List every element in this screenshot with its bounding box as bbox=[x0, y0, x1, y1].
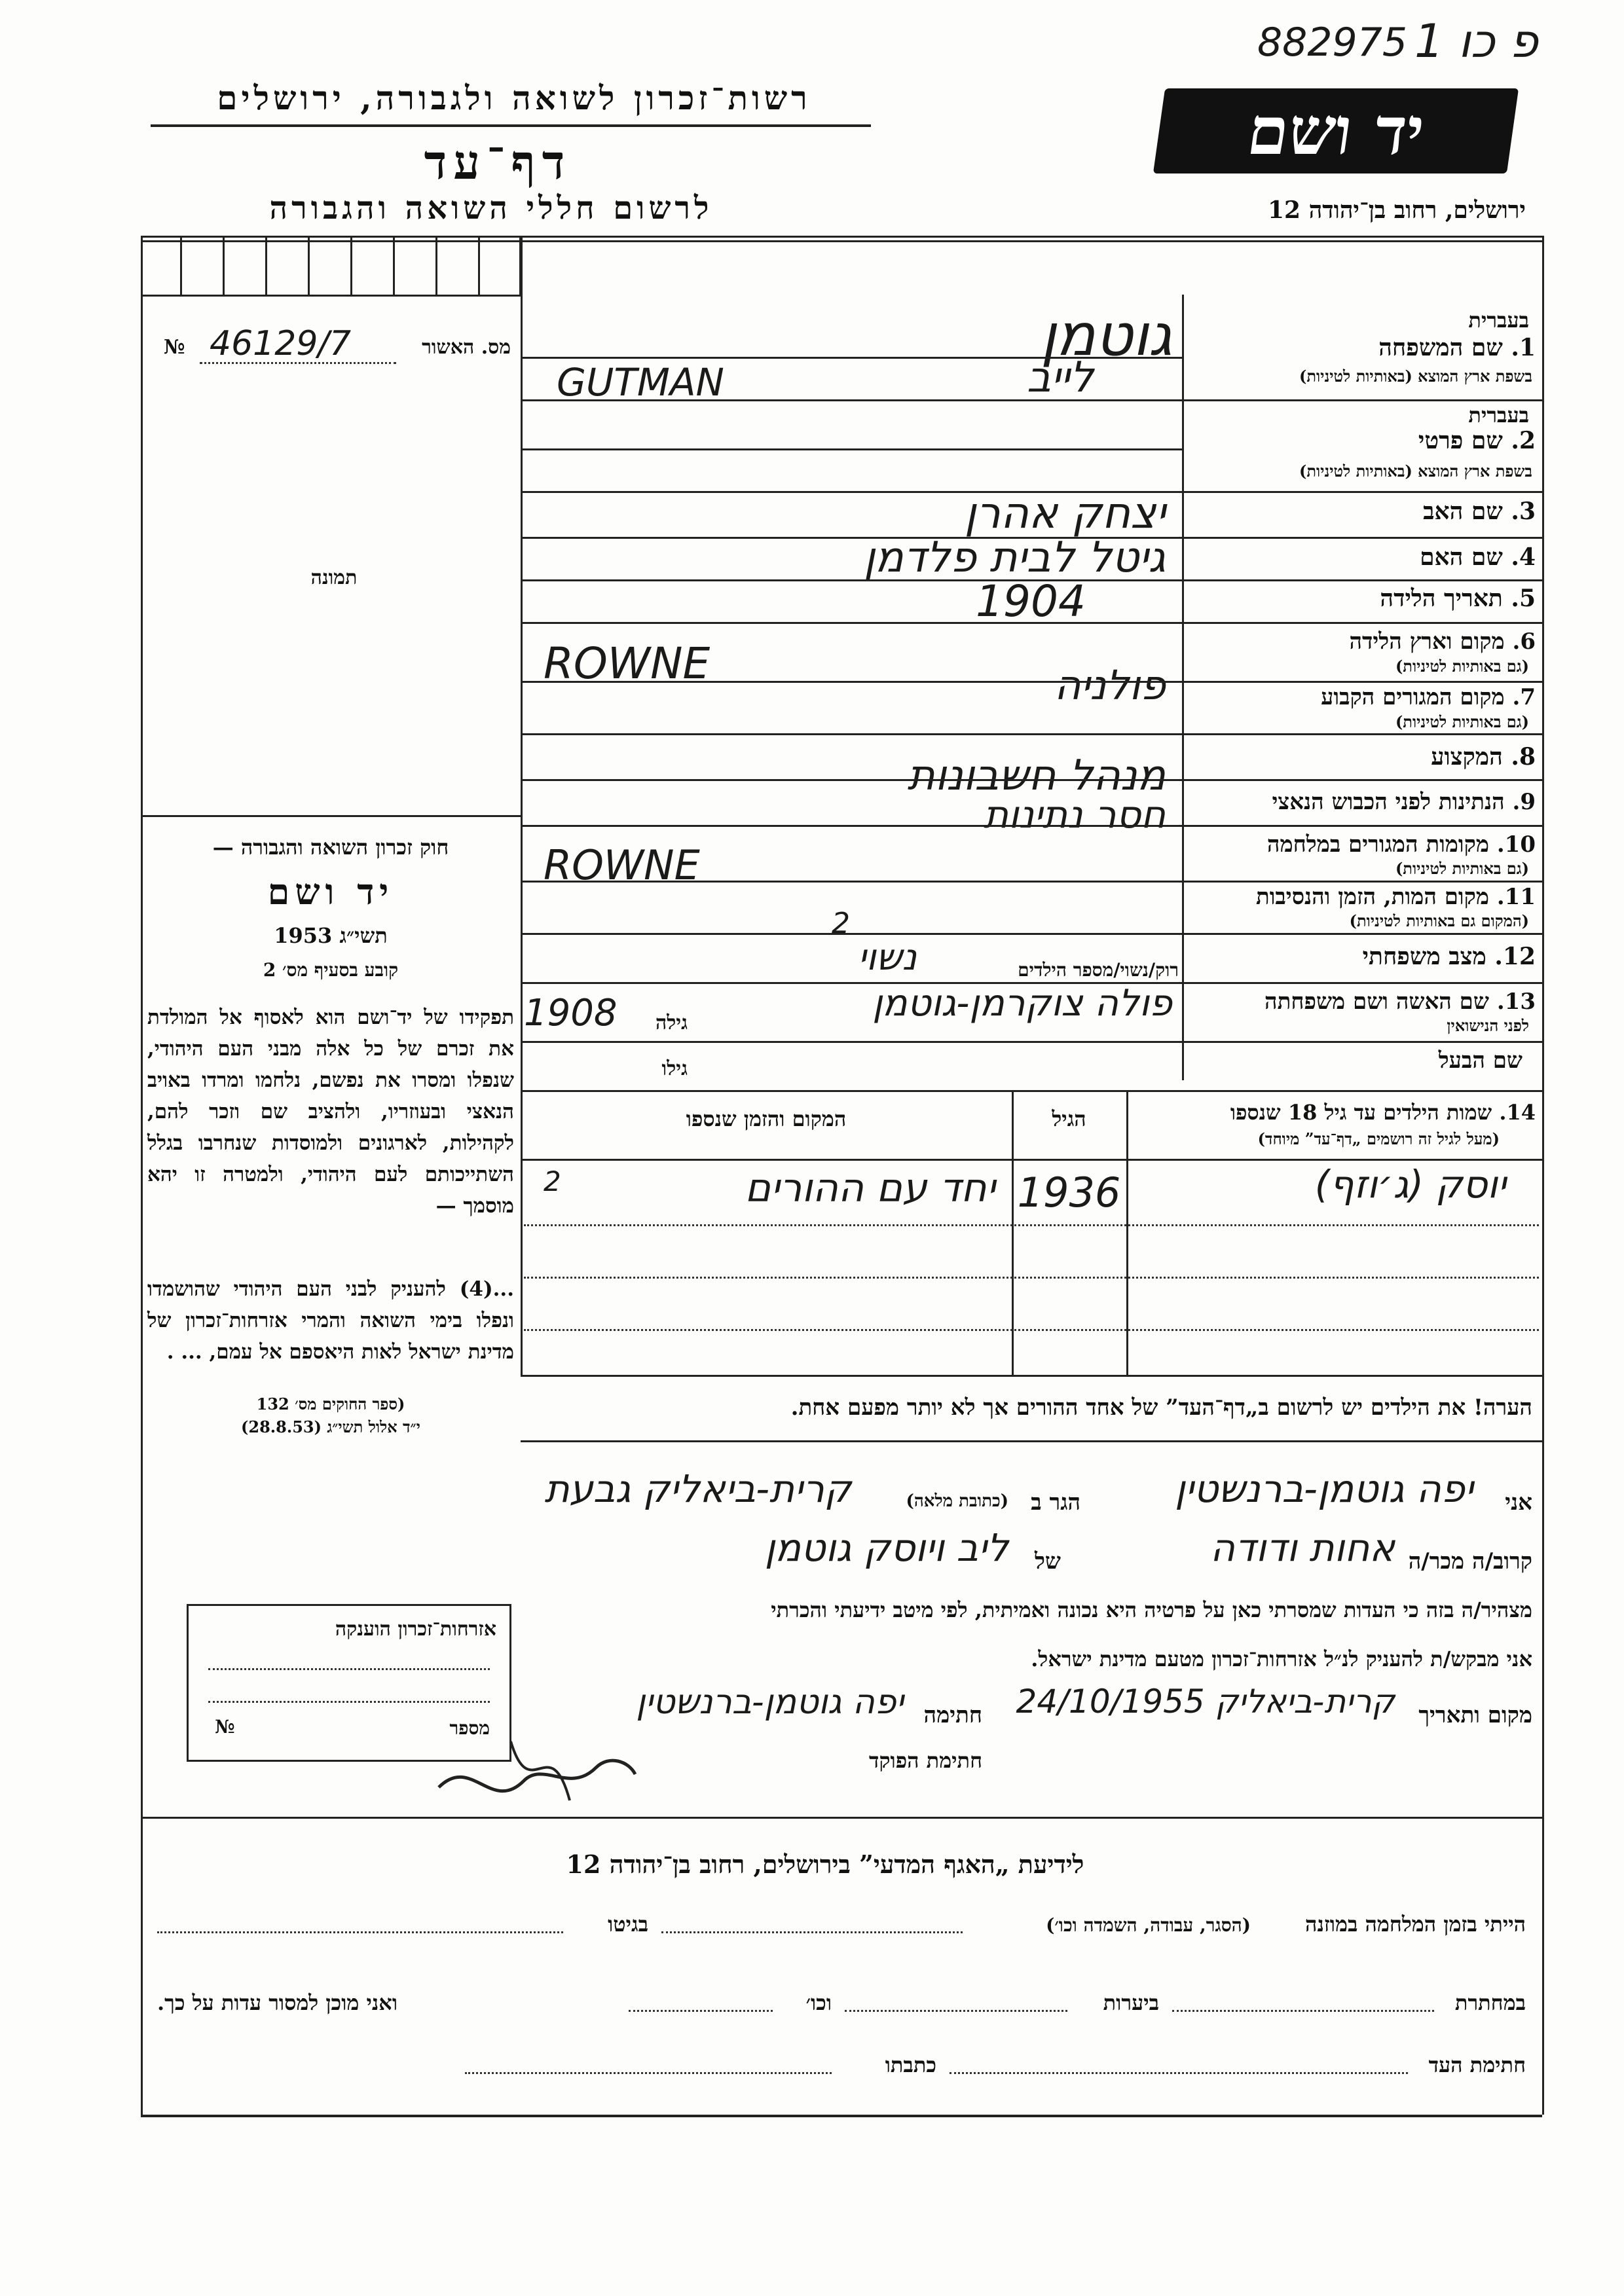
field-6-label bbox=[1189, 629, 1536, 655]
frame-right bbox=[1542, 236, 1544, 2115]
declarant-signature[interactable]: יפה גוטמן-ברנשטין bbox=[636, 1683, 904, 1722]
bottom-line-3 bbox=[157, 2052, 1526, 2092]
law-name: יד ושם bbox=[267, 871, 394, 913]
stamp-title: אזרחות־זכרון הוענקה bbox=[335, 1618, 496, 1641]
husband-age-label: גילו bbox=[661, 1057, 688, 1080]
decl-of-label: של bbox=[1035, 1548, 1061, 1575]
field-4-number: 4. bbox=[1511, 543, 1536, 571]
field-11-sub: (המקום גם באותיות לטיניות) bbox=[1349, 911, 1529, 930]
bottom-l1-a: הייתי בזמן המלחמה במוזנה bbox=[1305, 1912, 1526, 1937]
declaration-line-5 bbox=[524, 1683, 1532, 1741]
declaration-line-3: מצהיר/ה בזה כי העדות שמסרתי כאן על פרטיה היא נכונה ואמיתית, לפי מיטב ידיעתי והכרתי bbox=[771, 1597, 1532, 1622]
approval-label: מס. האשור bbox=[422, 336, 511, 359]
declaration-line-1 bbox=[524, 1467, 1532, 1525]
declarant-address[interactable]: קרית-ביאליק גבעת bbox=[544, 1467, 851, 1511]
field-7-sub: (גם באותיות לטיניות) bbox=[1395, 712, 1529, 731]
field-11-title: מקום המות, הזמן והנסיבות bbox=[1255, 884, 1489, 910]
field-4-label bbox=[1189, 543, 1536, 571]
corner-mark: פ כו 1 bbox=[1414, 14, 1538, 68]
field-3-title: שם האב bbox=[1423, 498, 1503, 525]
field-1-sub-latin: בשפת ארץ המוצא (באותיות לטיניות) bbox=[1299, 367, 1532, 386]
declarant-name[interactable]: יפה גוטמן-ברנשטין bbox=[1175, 1467, 1473, 1511]
declaration-line-6: חתימת הפוקד bbox=[869, 1748, 982, 1773]
approval-row bbox=[164, 324, 511, 370]
decl-address-label: (כתובת מלאה) bbox=[906, 1491, 1008, 1511]
field-8-number: 8. bbox=[1511, 743, 1536, 771]
law-year: תשי״ג 1953 bbox=[274, 923, 388, 948]
decl-signature-label: חתימה bbox=[923, 1702, 982, 1728]
place-date-value[interactable]: קרית-ביאליק 24/10/1955 bbox=[1016, 1683, 1395, 1721]
law-source-1: (ספר החוקים מס׳ 132 bbox=[256, 1394, 405, 1413]
bottom-l1-c: בגיטו bbox=[608, 1912, 648, 1937]
bottom-l2-a: במחתרת bbox=[1454, 1990, 1526, 2015]
field-14-title: שמות הילדים עד גיל 18 שנספו bbox=[1230, 1100, 1492, 1125]
field-5-title: תאריך הלידה bbox=[1380, 585, 1503, 612]
field-14-number: 14. bbox=[1499, 1100, 1536, 1125]
form-subtitle: לרשום חללי השואה והגבורה bbox=[269, 190, 713, 227]
law-section: קובע בסעיף מס׳ 2 bbox=[263, 959, 399, 981]
field-3-label bbox=[1189, 498, 1536, 525]
approval-number-value: 46129/7 bbox=[210, 324, 352, 363]
bottom-l3-a: חתימת העד bbox=[1428, 2052, 1526, 2077]
decl-place-date-label: מקום ותאריך bbox=[1418, 1702, 1532, 1728]
field-9-value[interactable]: חסר נתינות bbox=[983, 792, 1166, 837]
field-8-value[interactable]: מנהל חשבונות bbox=[907, 752, 1166, 800]
field-8-title: המקצוע bbox=[1431, 743, 1503, 771]
field-6-value-hebrew[interactable]: פולניה bbox=[1054, 661, 1166, 709]
bottom-l1-b: (הסגר, עבודה, השמדה וכו׳) bbox=[1046, 1914, 1251, 1936]
field-9-number: 9. bbox=[1512, 789, 1536, 815]
children-note: הערה! את הילדים יש לרשום ב„דף־העד” של אחד ההורים אך לא יותר מפעם אחת. bbox=[790, 1394, 1532, 1421]
field-2-sub-latin: בשפת ארץ המוצא (באותיות לטיניות) bbox=[1299, 462, 1532, 481]
children-col-1 bbox=[1126, 1090, 1128, 1375]
field-11-label bbox=[1189, 884, 1536, 910]
institution-name: רשות־זכרון לשואה ולגבורה, ירושלים bbox=[217, 79, 811, 117]
field-5-label bbox=[1189, 585, 1536, 612]
field-3-number: 3. bbox=[1511, 498, 1536, 525]
field-13-label bbox=[1189, 989, 1536, 1015]
field-12-label bbox=[1189, 943, 1536, 970]
field-9-label bbox=[1189, 789, 1536, 815]
decl-relative-label: קרוב/ה מכר/ה bbox=[1408, 1548, 1532, 1575]
law-top-rule bbox=[141, 815, 521, 817]
field-10-label bbox=[1189, 831, 1536, 858]
field-8-label bbox=[1189, 743, 1536, 771]
field-10-title: מקומות המגורים במלחמה bbox=[1266, 831, 1489, 858]
header-rule bbox=[151, 124, 871, 127]
archive-number: 882975 bbox=[1257, 20, 1408, 65]
children-col-age-header: הגיל bbox=[1052, 1106, 1086, 1131]
law-paragraph-2: ...(4) להעניק לבני העם היהודי שהושמדו ונפלו בימי השואה והמרי אזרחות־זכרון של מדינת ישראל לאות היאספם אל עמם, ... . bbox=[147, 1277, 514, 1364]
law-source-2: י״ד אלול תשי״ג (28.8.53) bbox=[241, 1417, 420, 1436]
form-title: דף־עד bbox=[424, 134, 572, 190]
declarant-relative-names[interactable]: ליב ויוסק גוטמן bbox=[764, 1525, 1008, 1570]
frame-left bbox=[141, 236, 143, 2115]
photo-label: תמונה bbox=[310, 566, 358, 589]
field-5-number: 5. bbox=[1511, 585, 1536, 612]
field-4-value[interactable]: גיטל לבית פלדמן bbox=[863, 534, 1166, 582]
field-6-title: מקום וארץ הלידה bbox=[1349, 629, 1505, 655]
bottom-line-1 bbox=[157, 1912, 1526, 1951]
bottom-section-rule bbox=[141, 1817, 1542, 1819]
field-7-title: מקום המגורים הקבוע bbox=[1321, 684, 1505, 710]
child-place-value[interactable]: יחד עם ההורים bbox=[745, 1165, 995, 1211]
field-1-number: 1. bbox=[1511, 334, 1536, 361]
field-4-title: שם האם bbox=[1420, 543, 1503, 571]
bottom-l3-b: כתבתו bbox=[885, 2052, 936, 2077]
field-12-inline-label: רוק/נשוי/מספר הילדים bbox=[1018, 959, 1179, 981]
field-1-title: שם המשפחה bbox=[1378, 334, 1503, 361]
field-6-value-latin[interactable]: ROWNE bbox=[544, 638, 710, 689]
stamp-number-label: מספר bbox=[449, 1717, 490, 1739]
bottom-line-2 bbox=[157, 1990, 1526, 2030]
left-column-divider bbox=[521, 236, 523, 1375]
field-6-sub: (גם באותיות לטיניות) bbox=[1395, 657, 1529, 676]
tick-boxes bbox=[141, 236, 521, 295]
decl-i-label: אני bbox=[1505, 1489, 1532, 1516]
husband-label: שם הבעל bbox=[1438, 1048, 1522, 1074]
field-14-label bbox=[1133, 1100, 1536, 1125]
field-2-title: שם פרטי bbox=[1418, 427, 1503, 454]
field-5-value[interactable]: 1904 bbox=[976, 576, 1086, 627]
bottom-l2-c: וכו׳ bbox=[805, 1990, 832, 2015]
child-name-value[interactable]: יוסק (ג׳וזף) bbox=[1314, 1162, 1506, 1207]
field-2-value-hebrew[interactable]: לייב bbox=[1027, 354, 1094, 402]
declaration-line-4: אני מבקש/ת להעניק לנ״ל אזרחות־זכרון מטעם מדינת ישראל. bbox=[1031, 1647, 1532, 1671]
approval-number-sign: № bbox=[164, 336, 185, 359]
field-10-sub: (גם באותיות לטיניות) bbox=[1395, 859, 1529, 878]
children-col-place-header: המקום והזמן שנספו bbox=[686, 1106, 847, 1131]
bottom-heading: לידיעת „האגף המדעי” בירושלים, רחוב בן־יהודה 12 bbox=[566, 1850, 1084, 1879]
bottom-l2-b: ביערות bbox=[1103, 1990, 1159, 2015]
field-1-sub-hebrew: בעברית bbox=[1468, 308, 1529, 333]
declaration-line-2 bbox=[524, 1525, 1532, 1581]
field-11-number: 11. bbox=[1496, 884, 1536, 910]
bottom-l2-d: ואני מוכן למסור עדות על כך. bbox=[157, 1990, 398, 2015]
field-9-title: הנתינות לפני הכבוש הנאצי bbox=[1272, 789, 1505, 815]
field-1-value-hebrew[interactable]: גוטמן bbox=[1040, 301, 1172, 369]
field-2-number: 2. bbox=[1511, 427, 1536, 454]
child-mark: 2 bbox=[544, 1165, 561, 1197]
field-14-sub: (מעל לגיל זה רושמים „דף־עד” מיוחד) bbox=[1257, 1129, 1500, 1148]
field-1-label bbox=[1189, 334, 1536, 361]
field-10-number: 10. bbox=[1496, 831, 1536, 858]
field-2-label bbox=[1189, 427, 1536, 454]
field-13-sub: לפני הנישואין bbox=[1447, 1016, 1529, 1035]
label-column-divider bbox=[1182, 295, 1184, 1080]
field-12-value[interactable]: נשוי bbox=[858, 936, 917, 979]
field-12-children[interactable]: 2 bbox=[832, 907, 850, 940]
field-3-value[interactable]: יצחק אהרן bbox=[964, 488, 1166, 538]
law-paragraph-1: תפקידו של יד־ושם הוא לאסוף אל המולדת את זכרם של כל אלה מבני העם היהודי, שנפלו ומסרו את נפשם, נלחמו ומרדו באויב הנאצי ובעוזריו, ולהציב שם וזכר להם, לקהילות, לארגונים ולמוסדות שנחרבו בגלל השתייכותם לעם היהודי, ולמטרה זו יהא מוסמך — bbox=[147, 1006, 514, 1218]
frame-bottom bbox=[141, 2115, 1542, 2117]
field-7-number: 7. bbox=[1512, 684, 1536, 710]
field-7-label bbox=[1189, 684, 1536, 710]
field-12-title: מצב משפחתי bbox=[1362, 943, 1486, 970]
field-13-age-label: גילה bbox=[655, 1011, 688, 1034]
field-6-number: 6. bbox=[1512, 629, 1536, 655]
law-heading: חוק זכרון השואה והגבורה — bbox=[212, 835, 449, 860]
decl-lives-label: הגר ב bbox=[1031, 1489, 1080, 1516]
field-12-number: 12. bbox=[1494, 943, 1536, 970]
field-10-value[interactable]: ROWNE bbox=[544, 841, 700, 889]
field-2-sub-hebrew: בעברית bbox=[1468, 403, 1529, 428]
field-13-title: שם האשה ושם משפחתה bbox=[1264, 989, 1489, 1015]
child-age-value[interactable]: 1936 bbox=[1017, 1169, 1121, 1216]
field-1-value-latin[interactable]: GUTMAN bbox=[557, 360, 724, 405]
field-13-age-value[interactable]: 1908 bbox=[524, 992, 618, 1034]
citizenship-stamp-box bbox=[187, 1604, 511, 1762]
declarant-relation[interactable]: אחות ודודה bbox=[1210, 1525, 1395, 1570]
field-13-number: 13. bbox=[1496, 989, 1536, 1015]
yad-vashem-logo: יד ושם bbox=[1153, 88, 1519, 173]
children-col-2 bbox=[1012, 1090, 1014, 1375]
header-address: ירושלים, רחוב בן־יהודה 12 bbox=[1267, 196, 1526, 224]
field-13-value[interactable]: פולה צוקרמן-גוטמן bbox=[872, 982, 1172, 1025]
stamp-number-sign: № bbox=[215, 1716, 235, 1738]
